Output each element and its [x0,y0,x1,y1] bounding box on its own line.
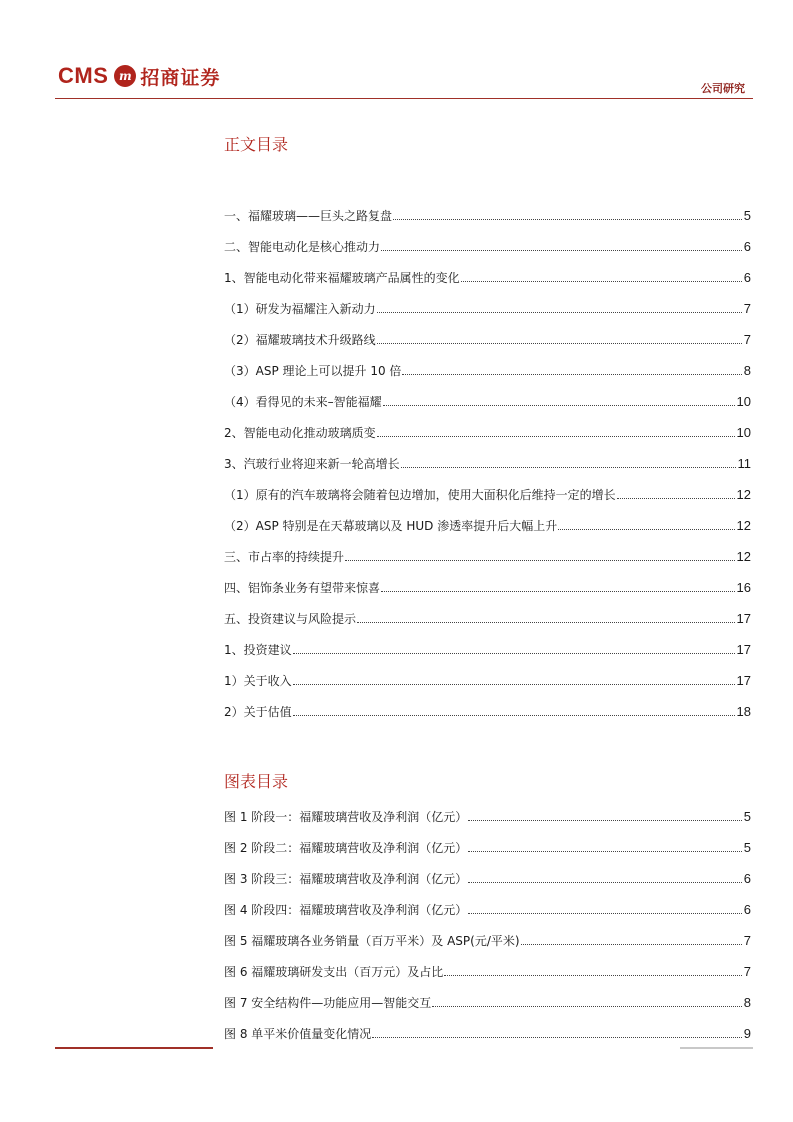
toc-entry-label: 二、智能电动化是核心推动力 [224,240,381,254]
toc-entry-page-number: 17 [736,611,751,626]
figure-toc-entry-leader-dots [468,873,742,883]
toc-entry[interactable] [224,572,751,603]
figure-toc-entry-leader-dots [521,935,742,945]
report-type-tag: 公司研究 [701,82,745,95]
toc-entry-leader-dots [383,396,735,406]
figure-toc-entry-leader-dots [468,811,742,821]
figure-toc-entry-label: 图 3 阶段三：福耀玻璃营收及净利润（亿元） [224,872,468,886]
figure-toc-entry-page-number: 5 [743,809,751,824]
toc-entry-leader-dots [293,644,735,654]
toc-entry-leader-dots [461,272,742,282]
figure-toc-entry[interactable] [224,987,751,1018]
toc-entry[interactable] [224,541,751,572]
toc-entry[interactable] [224,231,751,262]
figure-toc-entry[interactable] [224,1018,751,1049]
toc-entry-page-number: 11 [737,456,751,471]
toc-entry-leader-dots [401,458,736,468]
figure-toc-entry-leader-dots [372,1028,742,1038]
toc-entry-page-number: 17 [736,642,751,657]
figure-toc-entry-label: 图 7 安全结构件—功能应用—智能交互 [224,996,432,1010]
figure-toc-entry[interactable] [224,832,751,863]
toc-entry[interactable] [224,634,751,665]
toc-entry[interactable] [224,386,751,417]
toc-entry-label: 2、智能电动化推动玻璃质变 [224,426,376,440]
figure-toc-entry-label: 图 4 阶段四：福耀玻璃营收及净利润（亿元） [224,903,468,917]
figure-toc-entry[interactable] [224,925,751,956]
toc-entry-leader-dots [393,210,742,220]
figure-toc-entry-page-number: 9 [743,1026,751,1041]
toc-entry-label: 1）关于收入 [224,674,292,688]
toc-entry-page-number: 7 [743,301,751,316]
figure-toc-entry-leader-dots [432,997,742,1007]
figure-toc-entry-leader-dots [444,966,742,976]
toc-entry-leader-dots [377,303,742,313]
toc-entry-page-number: 7 [743,332,751,347]
figure-toc-entry[interactable] [224,956,751,987]
toc-entry-label: （1）原有的汽车玻璃将会随着包边增加，使用大面积化后维持一定的增长 [224,488,616,502]
figure-toc-entry-page-number: 7 [743,964,751,979]
toc-entry-label: （2）福耀玻璃技术升级路线 [224,333,376,347]
toc-entry[interactable] [224,355,751,386]
toc-entry[interactable] [224,665,751,696]
toc-entry-page-number: 18 [736,704,751,719]
toc-entry-page-number: 10 [736,394,751,409]
toc-entry-leader-dots [558,520,734,530]
figure-toc-entry-page-number: 6 [743,871,751,886]
toc-entry-leader-dots [381,241,742,251]
toc-entry-leader-dots [402,365,741,375]
figure-toc-entry-label: 图 1 阶段一：福耀玻璃营收及净利润（亿元） [224,810,468,824]
toc-entry-page-number: 16 [736,580,751,595]
toc-entry-page-number: 6 [743,270,751,285]
figure-toc-entry-label: 图 6 福耀玻璃研发支出（百万元）及占比 [224,965,444,979]
footer-divider-left [55,1047,213,1049]
toc-entry-label: 1、智能电动化带来福耀玻璃产品属性的变化 [224,271,460,285]
header-divider [55,98,753,99]
toc-entry-leader-dots [293,675,735,685]
toc-entry[interactable] [224,417,751,448]
toc-entry-page-number: 12 [736,549,751,564]
toc-entry-leader-dots [345,551,735,561]
toc-entry-leader-dots [377,427,735,437]
toc-entry[interactable] [224,603,751,634]
toc-entry[interactable] [224,696,751,727]
company-logo [58,62,220,90]
toc-entry-page-number: 12 [736,518,751,533]
figure-toc-section-title: 图表目录 [224,772,289,791]
toc-entry-label: （4）看得见的未来–智能福耀 [224,395,382,409]
figure-toc-entry[interactable] [224,801,751,832]
footer-divider-right [680,1047,753,1049]
toc-entry-label: 五、投资建议与风险提示 [224,612,357,626]
toc-entry-label: （2）ASP 特别是在天幕玻璃以及 HUD 渗透率提升后大幅上升 [224,519,558,533]
toc-entry[interactable] [224,324,751,355]
figure-toc-list [224,801,751,1049]
figure-toc-entry[interactable] [224,863,751,894]
figure-toc-entry[interactable] [224,894,751,925]
toc-entry-label: （3）ASP 理论上可以提升 10 倍 [224,364,402,378]
toc-entry[interactable] [224,262,751,293]
toc-entry-page-number: 6 [743,239,751,254]
toc-entry-label: 一、福耀玻璃——巨头之路复盘 [224,209,393,223]
logo-seal-icon: m [114,65,136,87]
toc-entry-page-number: 8 [743,363,751,378]
figure-toc-entry-page-number: 5 [743,840,751,855]
toc-entry-page-number: 5 [743,208,751,223]
logo-latin-text: CMS [58,63,109,88]
toc-entry-page-number: 10 [736,425,751,440]
toc-entry-label: （1）研发为福耀注入新动力 [224,302,376,316]
toc-entry-label: 1、投资建议 [224,643,292,657]
figure-toc-entry-label: 图 8 单平米价值量变化情况 [224,1027,372,1041]
toc-entry-leader-dots [377,334,742,344]
toc-entry-leader-dots [381,582,735,592]
figure-toc-entry-leader-dots [468,904,742,914]
figure-toc-entry-label: 图 5 福耀玻璃各业务销量（百万平米）及 ASP(元/平米) [224,934,520,948]
toc-entry-leader-dots [357,613,735,623]
toc-entry-leader-dots [617,489,735,499]
figure-toc-entry-label: 图 2 阶段二：福耀玻璃营收及净利润（亿元） [224,841,468,855]
toc-list [224,200,751,727]
toc-entry[interactable] [224,479,751,510]
logo-company-name: 招商证券 [140,66,221,89]
toc-entry-label: 2）关于估值 [224,705,292,719]
toc-entry-label: 3、汽玻行业将迎来新一轮高增长 [224,457,400,471]
toc-entry-page-number: 17 [736,673,751,688]
toc-entry[interactable] [224,448,751,479]
figure-toc-entry-page-number: 8 [743,995,751,1010]
toc-entry-page-number: 12 [736,487,751,502]
toc-entry-label: 四、铝饰条业务有望带来惊喜 [224,581,381,595]
figure-toc-entry-page-number: 6 [743,902,751,917]
figure-toc-entry-page-number: 7 [743,933,751,948]
toc-entry[interactable] [224,293,751,324]
figure-toc-entry-leader-dots [468,842,742,852]
toc-entry-label: 三、市占率的持续提升 [224,550,345,564]
toc-section-title: 正文目录 [224,135,289,154]
toc-entry[interactable] [224,510,751,541]
toc-entry-leader-dots [293,706,735,716]
toc-entry[interactable] [224,200,751,231]
